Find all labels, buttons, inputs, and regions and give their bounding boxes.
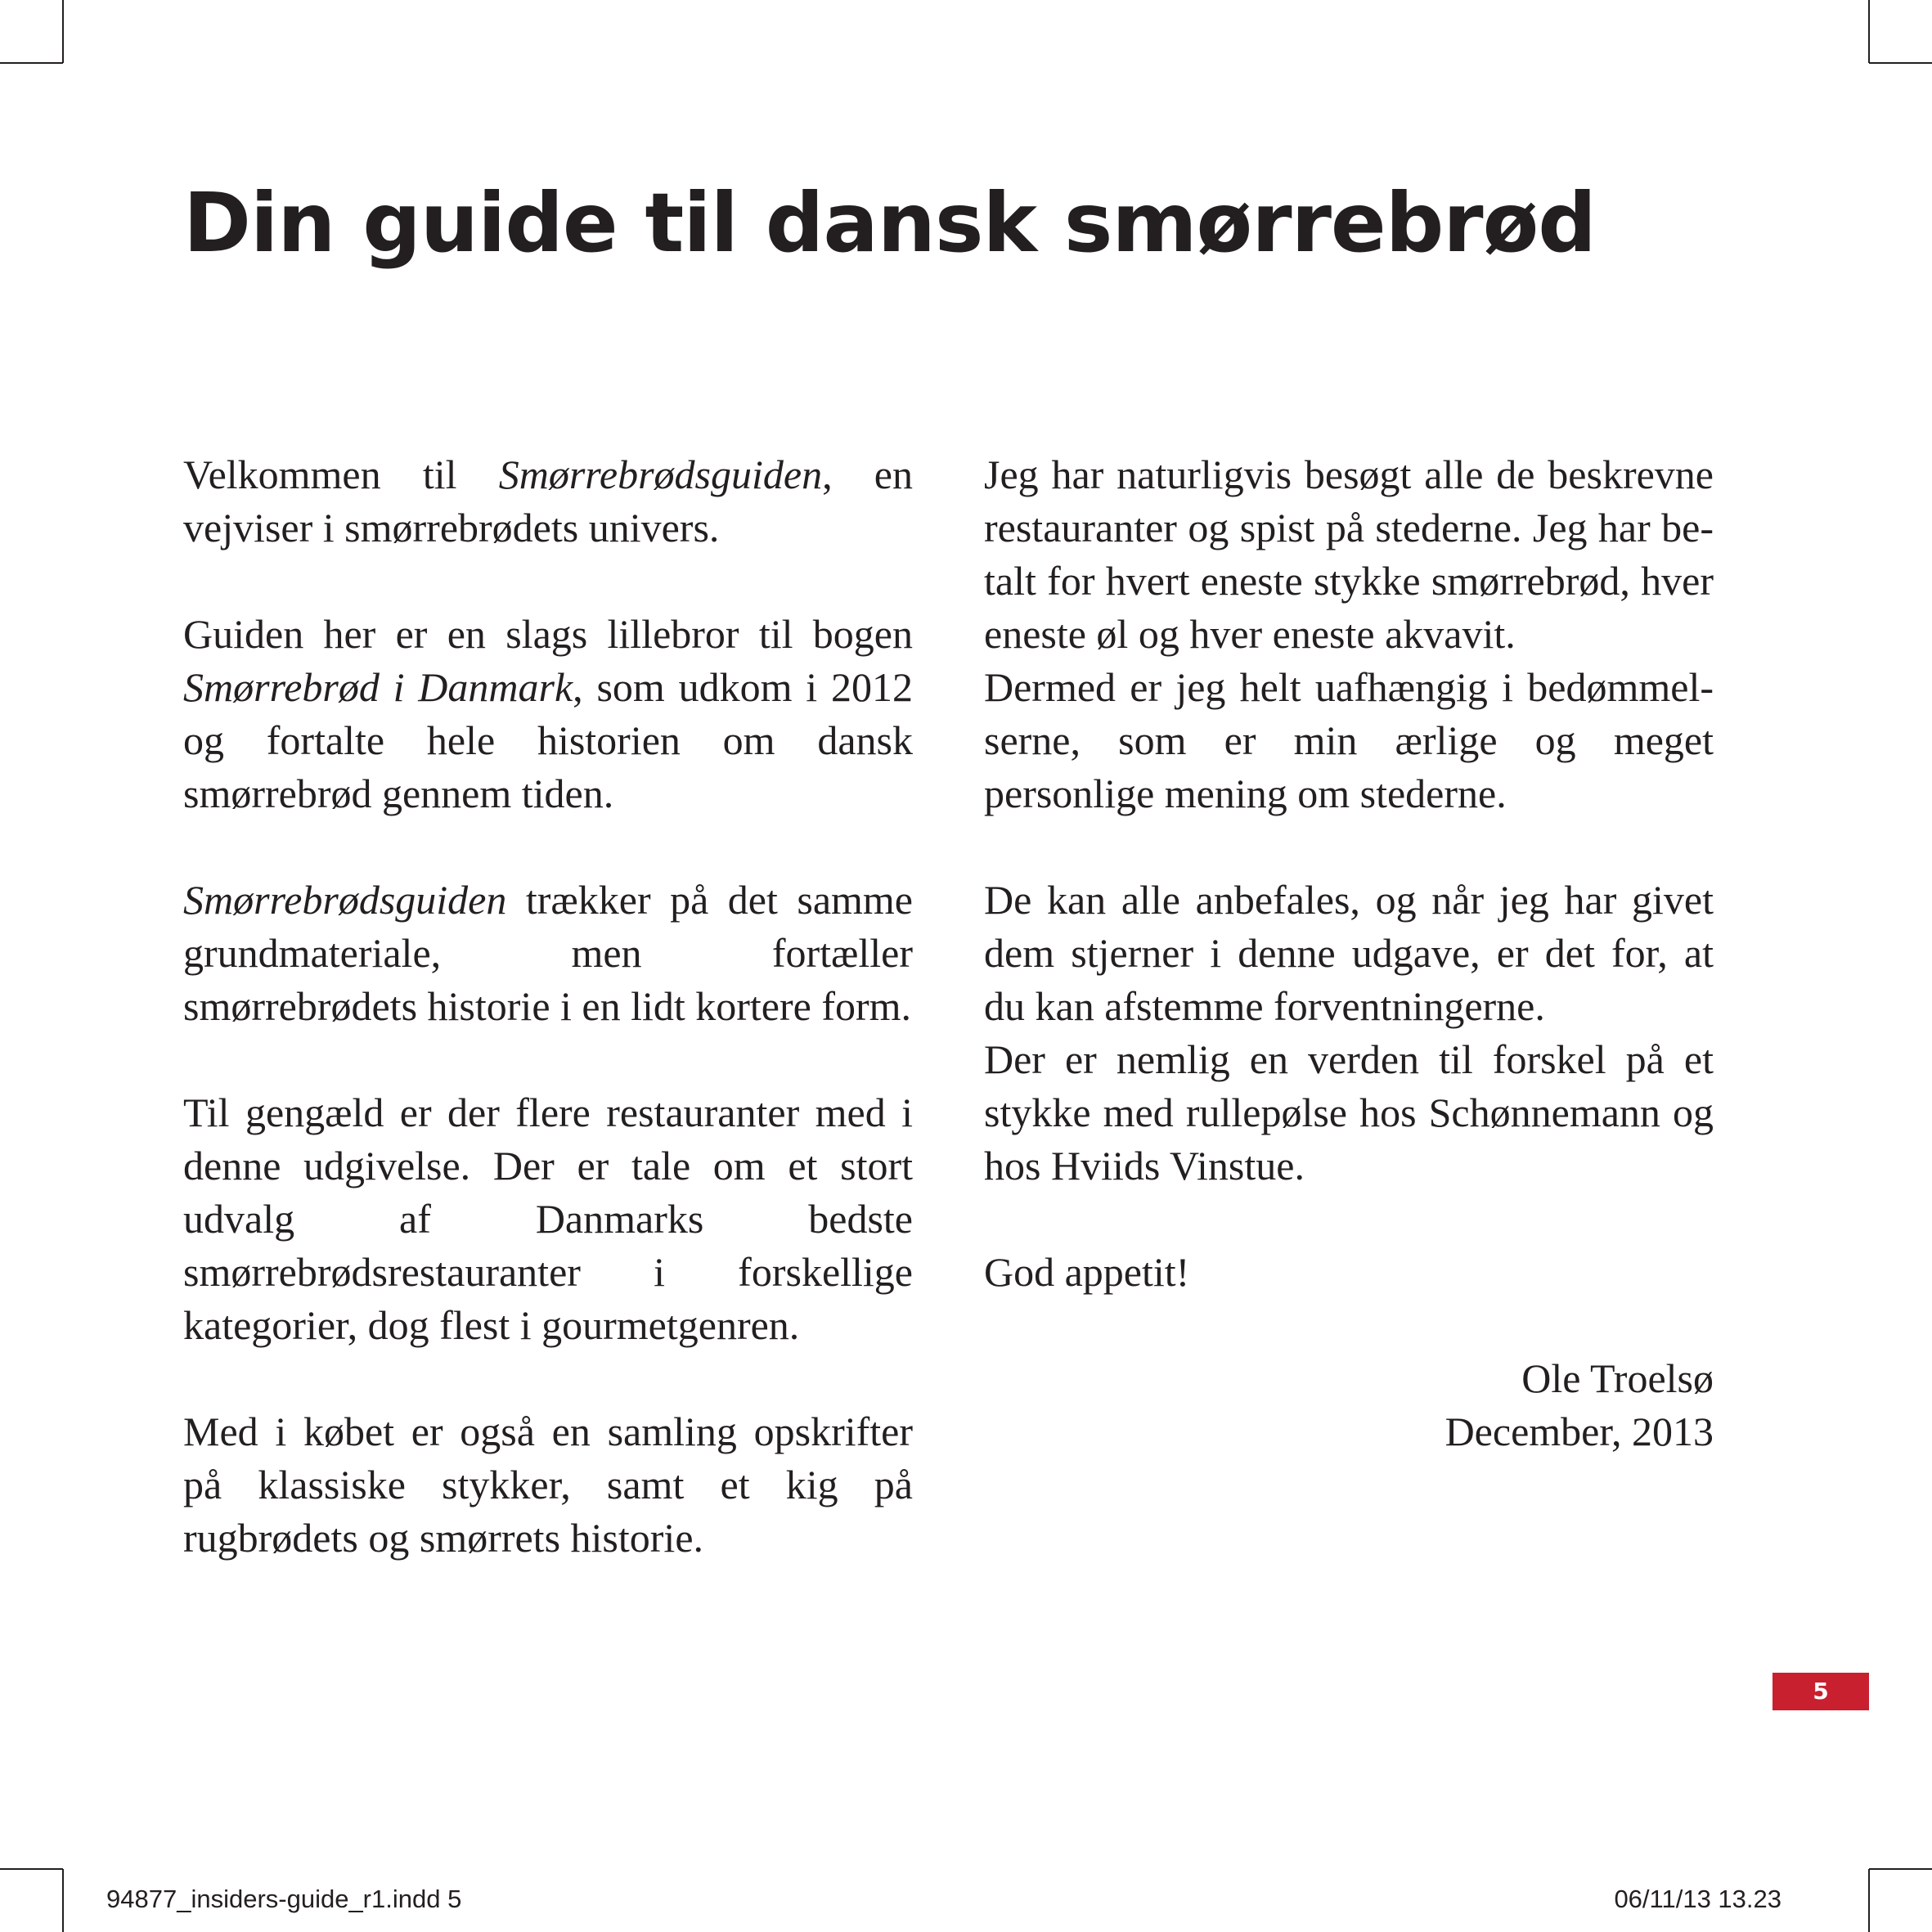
paragraph: Med i købet er også en samling opskrifter på klassiske stykker, samt et kig på rugbrødets og smørrets historie.: [183, 1409, 913, 1561]
paragraph: Velkommen til Smørrebrødsguiden, en vejviser i smørrebrødets univers.: [183, 452, 913, 550]
page-title: Din guide til dansk smørrebrød: [183, 175, 1596, 271]
crop-mark: [62, 0, 64, 63]
paragraph: Guiden her er en slags lillebror til bogen Smørrebrød i Danmark, som udkom i 2012 og fortalte hele historien om dansk smørrebrød gennem tiden.: [183, 611, 913, 816]
slug-timestamp: 06/11/13 13.23: [1614, 1885, 1781, 1913]
crop-mark: [62, 1869, 64, 1932]
slug-file: 94877_insiders-guide_r1.indd 5: [106, 1885, 462, 1913]
paragraph: De kan alle anbefales, og når jeg har givet dem stjerner i denne udgave, er det for, at du kan afstemme forventningerne.: [984, 877, 1714, 1029]
crop-mark: [1868, 0, 1870, 63]
crop-mark: [1869, 62, 1932, 64]
left-column: [183, 448, 913, 1618]
signature-name: Ole Troelsø: [1521, 1355, 1714, 1401]
paragraph: Der er nemlig en verden til forskel på et stykke med rullepølse hos Schønnemann og hos Hviids Vinstue.: [984, 1036, 1714, 1188]
crop-mark: [1868, 1869, 1870, 1932]
crop-mark: [0, 1868, 63, 1870]
paragraph: Dermed er jeg helt uafhængig i bedømmelserne, som er min ærlige og meget personlige mening om stederne.: [984, 664, 1714, 816]
signature-date: December, 2013: [1445, 1409, 1714, 1454]
crop-mark: [1869, 1868, 1932, 1870]
paragraph: Jeg har naturligvis besøgt alle de beskrevne restauranter og spist på stederne. Jeg har betalt for hvert eneste stykke smørrebrød, hver eneste øl og hver eneste akvavit.: [984, 452, 1714, 657]
paragraph: Smørrebrødsguiden trækker på det samme grundmateriale, men fortæller smørrebrødets historie i en lidt kortere form.: [183, 877, 913, 1029]
paragraph: Til gengæld er der flere restauranter med i denne udgivelse. Der er tale om et stort udvalg af Danmarks bedste smørrebrødsrestauranter i forskellige kategorier, dog flest i gourmetgenren.: [183, 1090, 913, 1348]
closing-line: God appetit!: [984, 1249, 1190, 1295]
crop-mark: [0, 62, 63, 64]
right-column: [984, 448, 1714, 1458]
page-number: 5: [1772, 1673, 1869, 1710]
